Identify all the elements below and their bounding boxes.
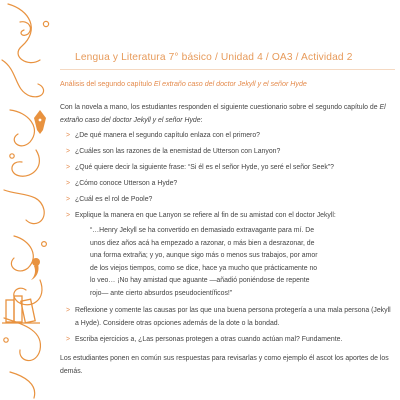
question-item	[60, 177, 396, 190]
question-text: ¿Cómo conoce Utterson a Hyde?	[75, 180, 178, 187]
arrow-bullet-icon: >	[66, 164, 71, 171]
arrow-bullet-icon: >	[66, 335, 71, 343]
closing-paragraph: Los estudiantes ponen en común sus respuestas para revisarlas y como ejemplo él ascot los aportes de los demás.	[60, 354, 389, 375]
intro-paragraph	[60, 101, 396, 127]
title-divider	[60, 69, 395, 70]
quote-line: “…Henry Jekyll se ha convertido en demasiado extravagante para mí. De	[90, 227, 315, 234]
arrow-bullet-icon: >	[66, 196, 71, 203]
pen-nib-icon	[34, 110, 46, 134]
question-item	[60, 193, 396, 206]
question-text: Explique la manera en que Lanyon se refiere al fin de su amistad con el doctor Jekyll:	[75, 212, 336, 219]
quote-line: de los viejos tiempos, como se dice, hace ya mucho que prácticamente no	[90, 264, 318, 272]
subtitle-prefix: Análisis del segundo capítulo	[60, 80, 154, 88]
subtitle-book-title: El extraño caso del doctor Jekyll y el señor Hyde	[153, 80, 307, 88]
quote-line: rojo— ante cierto absurdos pseudocientíficos!”	[90, 289, 233, 297]
arrow-bullet-icon: >	[66, 132, 71, 139]
question-text: Reflexione y comente las causas por las que una buena persona protegería a una mala persona (Jekyll a Hyde). Considere otras opciones además de la dote o la bondad.	[75, 306, 391, 327]
decorative-margin	[0, 0, 56, 400]
question-text: Escriba ejercicios a, ¿Las personas protegen a otras cuando actúan mal? Fundamente.	[75, 335, 343, 343]
arrow-bullet-icon: >	[66, 212, 71, 219]
activity-subtitle	[60, 80, 395, 88]
intro-book-title: El extraño caso del doctor Jekyll y el señor Hyde	[60, 104, 386, 124]
question-text: ¿De qué manera el segundo capítulo enlaza con el primero?	[75, 132, 261, 139]
arrow-bullet-icon: >	[66, 180, 71, 187]
question-item	[60, 209, 396, 222]
question-item	[60, 304, 396, 330]
question-text: ¿Cuáles son las razones de la enemistad de Utterson con Lanyon?	[75, 148, 281, 155]
quote-line: unos diez años acá ha empezado a razonar, o más bien a desrazonar, de	[90, 239, 315, 247]
question-item	[60, 129, 396, 142]
comma-icon	[31, 258, 40, 280]
activity-content	[60, 101, 396, 378]
question-item	[60, 161, 396, 174]
intro-text: Con la novela a mano, los estudiantes responden el siguiente cuestionario sobre el segundo capítulo de	[60, 104, 380, 111]
question-text: ¿Cuál es el rol de Poole?	[75, 196, 153, 203]
quote-line: lo veo… ¡No hay amistad que aguante —añadió poniéndose de repente	[90, 277, 310, 285]
page-title: Lengua y Literatura 7° básico / Unidad 4 / OA3 / Actividad 2	[75, 52, 353, 63]
question-item	[60, 333, 396, 346]
question-item	[60, 145, 396, 158]
arrow-bullet-icon: >	[66, 306, 71, 314]
novel-quote	[90, 225, 396, 301]
quote-line: una forma extraña; y yo, aunque sigo más o menos sus trabajos, por amor	[90, 252, 318, 260]
question-text: ¿Qué quiere decir la siguiente frase: “Si él es el señor Hyde, yo seré el señor Seek”?	[75, 164, 334, 171]
arrow-bullet-icon: >	[66, 148, 71, 155]
swirl-decoration-icon	[2, 4, 49, 398]
intro-end: :	[200, 117, 203, 124]
